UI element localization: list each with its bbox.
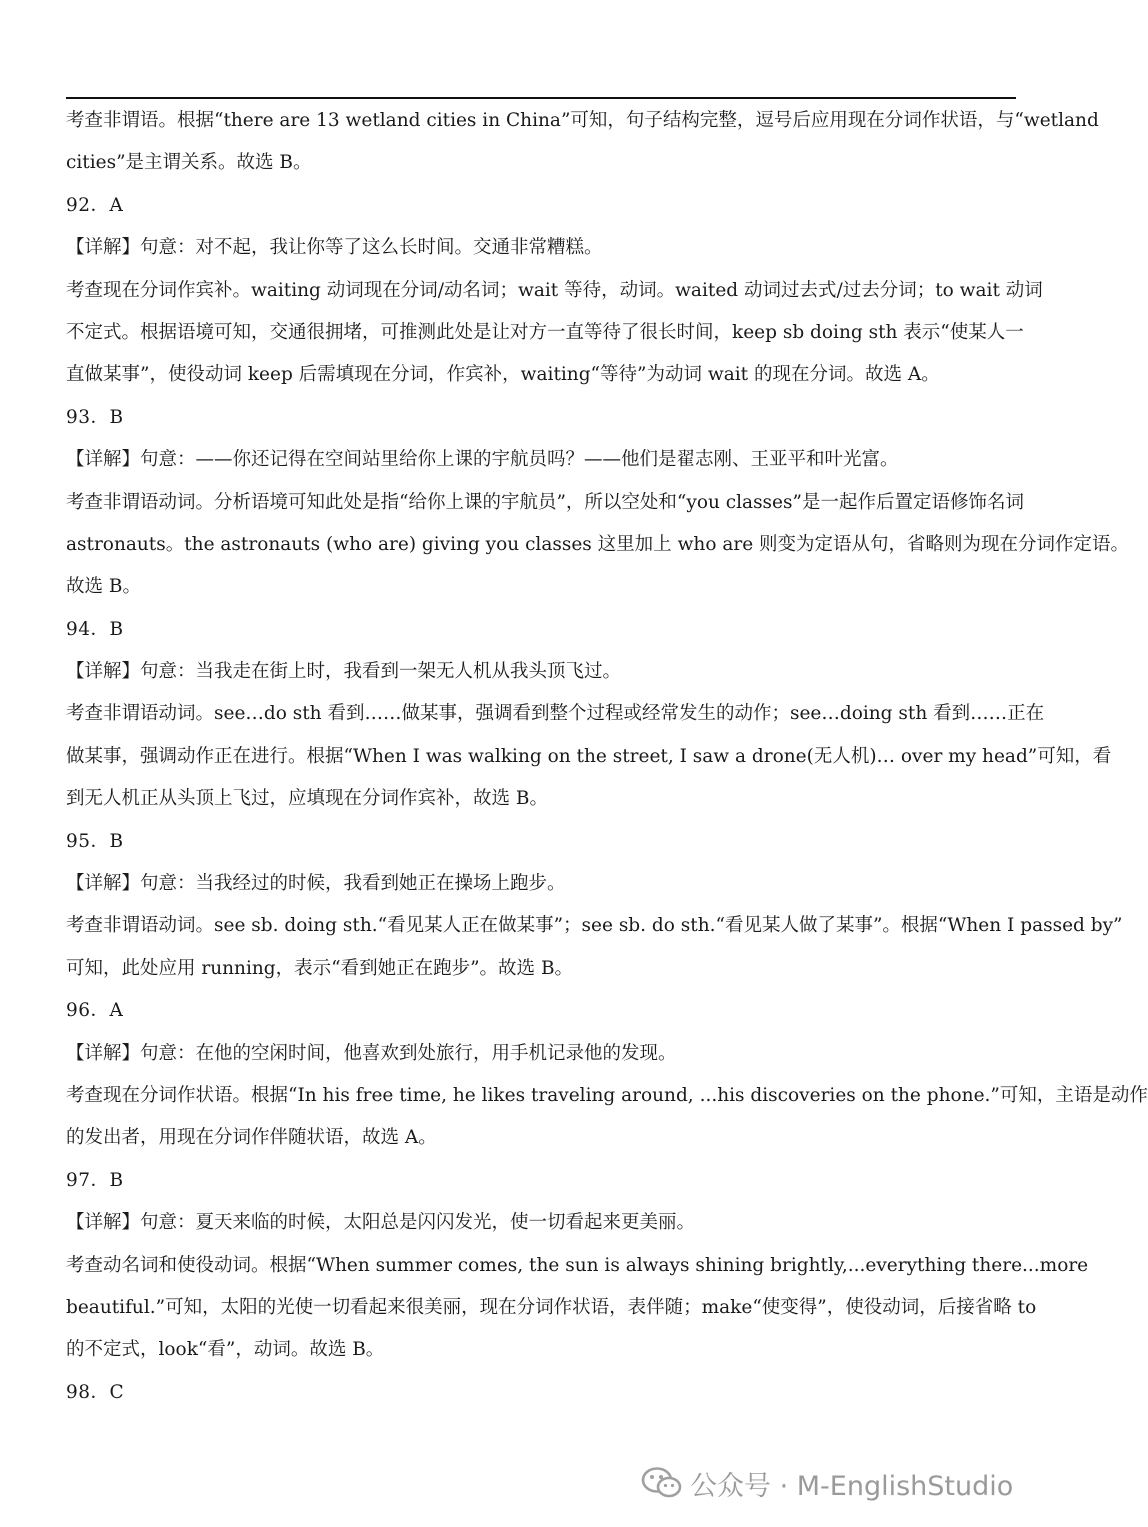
top-rule [66,97,1016,99]
text-line: 做某事，强调动作正在进行。根据“When I was walking on the street, I saw a drone(无人机)… over my head”可知，看 [66,745,1112,767]
text-line: 【详解】句意：夏天来临的时候，太阳总是闪闪发光，使一切看起来更美丽。 [66,1212,696,1234]
text-line: 考查现在分词作宾补。waiting 动词现在分词/动名词；wait 等待，动词。waited 动词过去式/过去分词；to wait 动词 [66,279,1043,301]
text-line: 考查非谓语动词。see…do sth 看到……做某事，强调看到整个过程或经常发生的动作；see…doing sth 看到……正在 [66,703,1045,725]
answer-number: 98．C [66,1381,125,1403]
answer-number: 95．B [66,830,124,852]
text-line: 直做某事”，使役动词 keep 后需填现在分词，作宾补，waiting“等待”为动词 wait 的现在分词。故选 A。 [66,364,940,386]
answer-explanations [66,100,1148,1414]
text-line: 到无人机正从头顶上飞过，应填现在分词作宾补，故选 B。 [66,788,548,810]
text-line: 【详解】句意：当我走在街上时，我看到一架无人机从我头顶飞过。 [66,661,622,683]
text-line: 故选 B。 [66,576,141,598]
answer-number: 97．B [66,1169,124,1191]
answer-number: 93．B [66,406,124,428]
text-line: 考查现在分词作状语。根据“In his free time, he likes traveling around, ...his discoveries on the phone.”可知，主语是动作 [66,1084,1148,1106]
answer-number: 92．A [66,194,124,216]
text-line: 【详解】句意：对不起，我让你等了这么长时间。交通非常糟糕。 [66,237,603,259]
text-line: 考查动名词和使役动词。根据“When summer comes, the sun is always shining brightly,...everything there...more [66,1254,1089,1276]
text-line: 的发出者，用现在分词作伴随状语，故选 A。 [66,1127,437,1149]
text-line: 考查非谓语动词。see sb. doing sth.“看见某人正在做某事”；see sb. do sth.“看见某人做了某事”。根据“When I passed by” [66,915,1123,937]
answer-number: 96．A [66,1000,124,1022]
watermark-text: 公众号 · M-EnglishStudio [690,1470,1014,1502]
text-line: astronauts。the astronauts (who are) giving you classes 这里加上 who are 则变为定语从句，省略则为现在分词作定语。 [66,533,1130,555]
text-line: 考查非谓语动词。分析语境可知此处是指“给你上课的宇航员”，所以空处和“you classes”是一起作后置定语修饰名词 [66,491,1024,513]
wechat-watermark [640,1458,1013,1508]
text-line: 【详解】句意：当我经过的时候，我看到她正在操场上跑步。 [66,873,566,895]
wechat-icon [640,1465,684,1501]
text-line: 可知，此处应用 running，表示“看到她正在跑步”。故选 B。 [66,957,574,979]
answer-number: 94．B [66,618,124,640]
text-line: 【详解】句意：在他的空闲时间，他喜欢到处旅行，用手机记录他的发现。 [66,1042,677,1064]
text-line: cities”是主谓关系。故选 B。 [66,152,312,174]
text-line: 不定式。根据语境可知，交通很拥堵，可推测此处是让对方一直等待了很长时间，keep sb doing sth 表示“使某人一 [66,321,1024,343]
text-line: 的不定式，look“看”，动词。故选 B。 [66,1339,385,1361]
text-line: 考查非谓语。根据“there are 13 wetland cities in China”可知，句子结构完整，逗号后应用现在分词作状语，与“wetland [66,110,1099,131]
text-line: 【详解】句意：——你还记得在空间站里给你上课的宇航员吗？——他们是翟志刚、王亚平和叶光富。 [66,449,899,471]
text-line: beautiful.”可知，太阳的光使一切看起来很美丽，现在分词作状语，表伴随；make“使变得”，使役动词，后接省略 to [66,1296,1037,1318]
